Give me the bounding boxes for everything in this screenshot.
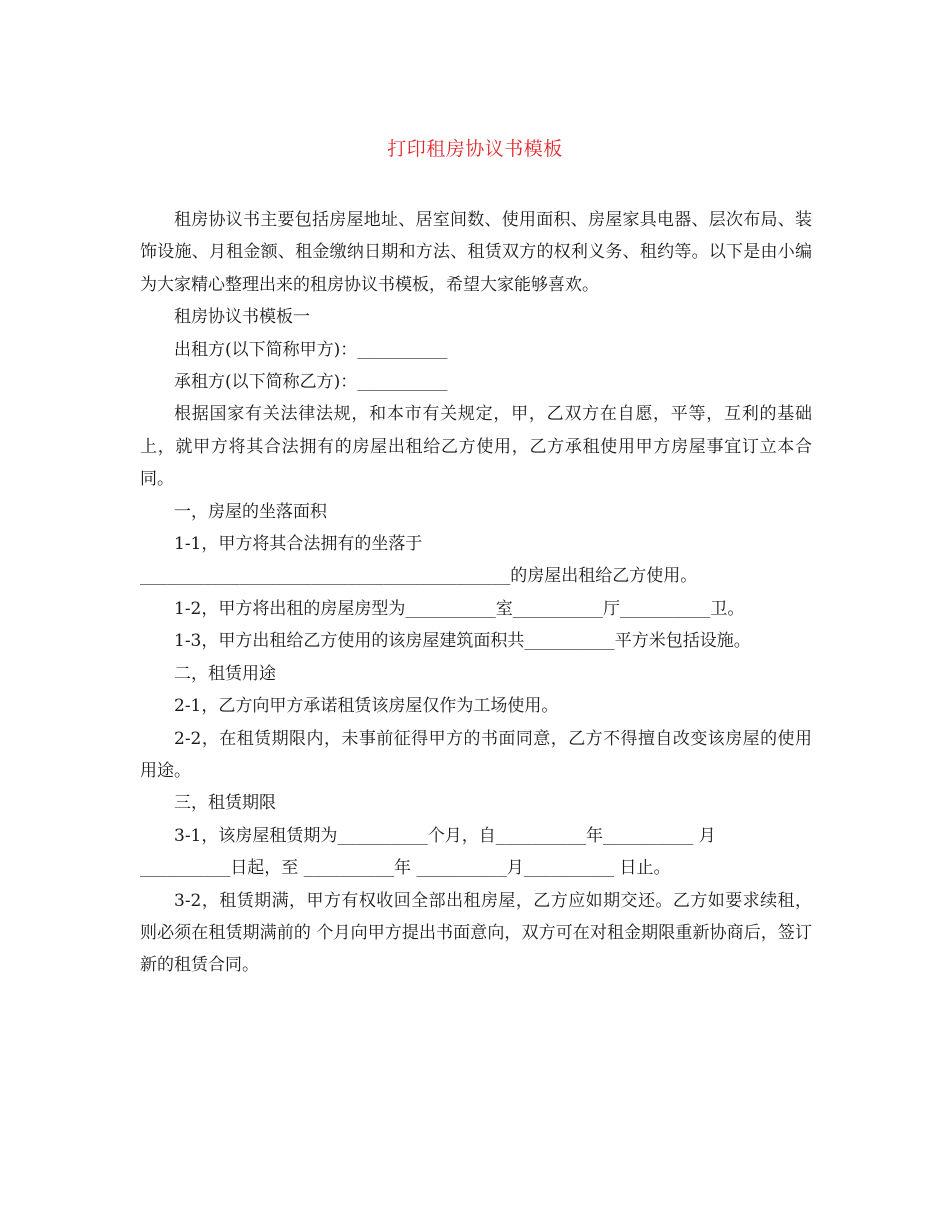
clause-1-1-continuation: [140, 560, 812, 592]
clause-1-1-text: 1-1，甲方将其合法拥有的坐落于: [174, 534, 423, 555]
lessee-line: [140, 366, 812, 398]
start-month-label: 月: [693, 825, 716, 846]
document-body: [140, 204, 812, 982]
start-day-label: 日起，至: [230, 858, 304, 879]
lessor-label: 出租方(以下简称甲方)：: [174, 339, 358, 360]
clause-1-3-text: 1-3，甲方出租给乙方使用的该房屋建筑面积共: [174, 631, 525, 652]
start-month-blank: __________: [603, 826, 694, 845]
months-blank: __________: [337, 826, 428, 845]
end-day-label: 日止。: [614, 858, 671, 879]
section-3-heading: 三，租赁期限: [174, 793, 276, 814]
clause-3-1: [140, 820, 812, 852]
clause-3-2: 3-2，租赁期满，甲方有权收回全部出租房屋，乙方应如期交还。乙方如要求续租，则必须在租赁期满前的 个月向甲方提出书面意向，双方可在对租金期限重新协商后，签订新的租赁合同。: [140, 890, 812, 976]
lessee-label: 承租方(以下简称乙方)：: [174, 372, 358, 393]
section-2-heading: 二，租赁用途: [174, 663, 276, 684]
clause-1-1-tail: 的房屋出租给乙方使用。: [510, 566, 698, 587]
clause-2-1: 2-1，乙方向甲方承诺租赁该房屋仅作为工场使用。: [174, 696, 559, 717]
start-year-blank: __________: [495, 826, 587, 845]
clause-1-3-line: [140, 625, 812, 657]
end-day-blank: __________: [523, 859, 615, 878]
bath-label: 卫。: [710, 598, 745, 619]
document-title: 打印租房协议书模板: [387, 138, 563, 160]
end-year-blank: __________: [303, 859, 395, 878]
section-1-heading: 一，房屋的坐落面积: [174, 501, 327, 522]
clause-2-2: 2-2，在租赁期限内，未事前征得甲方的书面同意，乙方不得擅自改变该房屋的使用用途。: [140, 728, 812, 781]
months-label: 个月，自: [427, 825, 496, 846]
end-year-label: 年: [394, 858, 417, 879]
clause-1-3-tail: 平方米包括设施。: [614, 631, 751, 652]
end-month-label: 月: [506, 858, 524, 879]
clause-3-1-text: 3-1，该房屋租赁期为: [174, 825, 338, 846]
lessor-line: [140, 334, 812, 366]
room-count-blank: __________: [405, 599, 496, 618]
clause-1-2-text: 1-2，甲方将出租的房屋房型为: [174, 598, 406, 619]
bath-count-blank: __________: [620, 599, 711, 618]
start-year-label: 年: [586, 825, 604, 846]
end-month-blank: __________: [416, 859, 507, 878]
preamble-paragraph: 根据国家有关法律法规，和本市有关规定，甲，乙双方在自愿，平等，互利的基础上，就甲方将其合法拥有的房屋出租给乙方使用，乙方承租使用甲方房屋事宜订立本合同。: [140, 404, 812, 490]
room-label: 室: [495, 598, 513, 619]
hall-count-blank: __________: [512, 599, 604, 618]
hall-label: 厅: [603, 598, 621, 619]
lessor-blank: __________: [357, 340, 448, 359]
lessee-blank: __________: [357, 373, 448, 392]
clause-1-2-line: [140, 593, 812, 625]
clause-1-1-line: [140, 528, 812, 560]
intro-paragraph: 租房协议书主要包括房屋地址、居室间数、使用面积、房屋家具电器、层次布局、装饰设施、月租金额、租金缴纳日期和方法、租赁双方的权利义务、租约等。以下是由小编为大家精心整理出来的租房协议书模板，希望大家能够喜欢。: [140, 210, 812, 295]
clause-3-1-continuation: [140, 852, 812, 884]
area-blank: __________: [524, 632, 615, 651]
clause-1-1-blank: _________________________________________: [140, 567, 511, 586]
start-day-blank: __________: [140, 859, 231, 878]
template-heading: 租房协议书模板一: [174, 307, 310, 328]
